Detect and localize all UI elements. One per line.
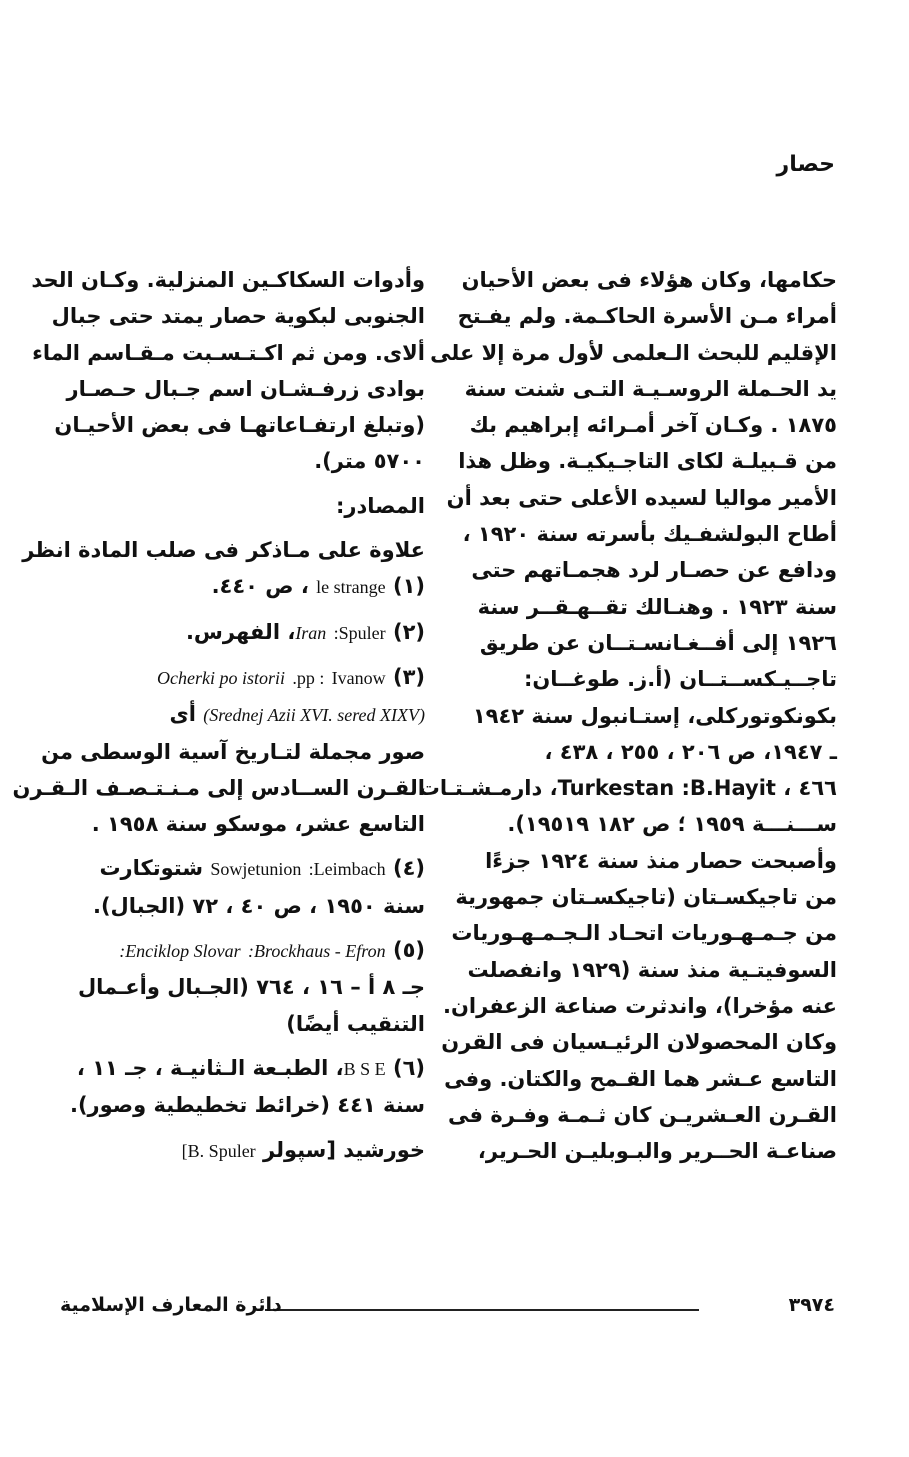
text-line: ٥٧٠٠ متر). [314,449,425,474]
ref-latin: B S E [343,1058,386,1079]
reference-2 [70,614,425,651]
author-signature [70,1132,425,1169]
reference-1 [70,568,425,605]
ref-title-2: (Srednej Azii XVI. sered XIXV) [203,705,425,726]
text-line: يد الحـملة الروسـيـة التـى شنت سنة [464,376,837,401]
ref-author: Leimbach: [308,859,386,880]
text-line: وكان المحصولان الرئيـسيان فى القرن [441,1030,837,1055]
text-line: سنة ٤٤١ (خرائط تخطيطية وصور). [69,1093,425,1118]
ref-number: (٢) [392,619,425,644]
ref-rest: شتوتكارت [99,856,204,881]
ref-number: (٣) [392,664,425,689]
text-line: الأمير مواليا لسيده الأعلى حتى بعد أن [446,485,837,510]
ref-author: Ivanow [331,667,386,688]
ref-title: Iran [295,622,327,643]
text-line: تاجــيـكســتــان (أ.ز. طوغــان: [523,667,837,692]
text-line: ـ ١٩٤٧، ص ٢٠٦ ، ٢٥٥ ، ٤٣٨ ، [544,739,837,764]
ref-number: (٥) [392,938,425,963]
text-line: الإقليم للبحث الـعلمى لأول مرة إلا على [430,340,837,365]
ref-rest: ، ص ٤٤٠. [211,574,309,599]
text-line: ألاى. ومن ثم اكـتـسـبت مـقـاسم الماء [32,340,425,365]
text-line: وأدوات السكاكـين المنزلية. وكـان الحد [31,268,425,292]
text-line: ١٨٧٥ . وكـان آخر أمـرائه إبراهيم بك [469,413,837,438]
text-line: من تاجيكسـتان (تاجيكسـتان جمهورية [455,885,837,910]
text-line: سنة ١٩٢٣ . وهنـالك تقــهـقــر سنة [477,594,837,619]
text-line: الجنوبى لبكوية حصار يمتد حتى جبال [51,304,425,329]
ref-pages: : pp. [292,667,325,688]
text-line: سنة ١٩٥٠ ، ص ٤٠ ، ٧٢ (الجبال). [92,893,425,918]
text-line: حكامها، وكان هؤلاء فى بعض الأحيان [461,268,837,292]
text-line: أمراء مـن الأسرة الحاكـمة. ولم يفـتح [457,304,837,329]
reference-6 [70,1050,425,1087]
text-line: صناعـة الحــرير والبـوبليـن الحـرير، [477,1139,837,1164]
ref-title: Enciklop Slovar: [119,941,241,962]
text-line: بكونكوتوركلى، إستـانبول سنة ١٩٤٢ [472,703,837,728]
ref-author: Brockhaus - Efron: [247,941,386,962]
ref-title: Sowjetunion [210,859,302,880]
text-line: من قـبيلـة لكاى التاجـيكيـة. وظل هذا [458,449,837,474]
reference-3-line-2 [70,696,425,733]
text-line: ودافع عن حصـار لرد هجمـاتهم حتى [471,558,837,583]
text-line: وأصبحت حصار منذ سنة ١٩٢٤ جزءًا [485,848,837,873]
ref-number: (٤) [392,856,425,881]
text-line: ١٩٢٦ إلى أفــغـانسـتــان عن طريق [479,630,837,655]
ref-number: (١) [392,574,425,599]
text-line: ٤٦٦ ، Turkestan :B.Hayit، دارمـشـتـات [418,776,837,801]
ref-rest: أى [169,702,196,727]
reference-3 [70,659,425,696]
page-header-title: حصار [776,152,835,177]
text-line: السوفيتـية منذ سنة (١٩٢٩ وانفصلت [467,957,837,982]
page-number: ٣٩٧٤ [788,1294,835,1316]
left-column [12,262,425,1169]
text-line: من جـمـهـوريات اتحـاد الـجـمـهـوريات [451,921,837,946]
ref-latin: le strange [316,577,386,598]
footer-rule [265,1309,699,1311]
sources-heading: المصادر: [335,493,425,518]
page-footer [60,1294,835,1324]
text-line: عنه مؤخرا)، واندثرت صناعة الزعفران. [443,993,837,1018]
ref-rest: ، الطبـعة الـثانيـة ، جـ ١١ ، [76,1055,344,1080]
sources-intro: علاوة على مـاذكر فى صلب المادة انظر [22,538,425,563]
text-line: أطاح البولشفـيك بأسرته سنة ١٩٢٠ ، [462,522,837,547]
reference-5 [70,932,425,969]
ref-rest: ، الفهرس. [185,619,296,644]
signature-latin: B. Spuler] [181,1140,256,1161]
signature-arabic: خورشيد [سپولر [263,1137,425,1162]
ref-author: Spuler: [333,622,386,643]
right-column [418,262,837,1169]
ref-title: Ocherki po istorii [157,667,286,688]
encyclopedia-name: دائرة المعارف الإسلامية [60,1294,282,1316]
ref-number: (٦) [392,1055,425,1080]
text-line: التاسع عشر، موسكو سنة ١٩٥٨ . [91,812,425,837]
text-line: ســـنـــة ١٩٥٩ ؛ ص ١٨٢ ١٩٥١٩). [507,812,837,837]
reference-4 [70,850,425,887]
text-line: صور مجملة لتـاريخ آسية الوسطى من [41,739,425,764]
text-line: القـرن العـشريـن كان ثـمـة وفـرة فى [448,1102,837,1127]
text-line: التنقيب أيضًا) [286,1011,425,1036]
text-line: (وتبلغ ارتفـاعاتهـا فى بعض الأحيـان [54,413,425,438]
text-line: القـرن الســادس إلى مـنـتـصـف الـقـرن [12,775,425,800]
text-line: جـ ٨ أ – ١٦ ، ٧٦٤ (الجـبال وأعـمال [77,975,425,1000]
text-line: التاسع عـشر هما القـمح والكتان. وفى [444,1066,837,1091]
text-line: بوادى زرفـشـان اسم جـبال حـصـار [66,376,425,401]
